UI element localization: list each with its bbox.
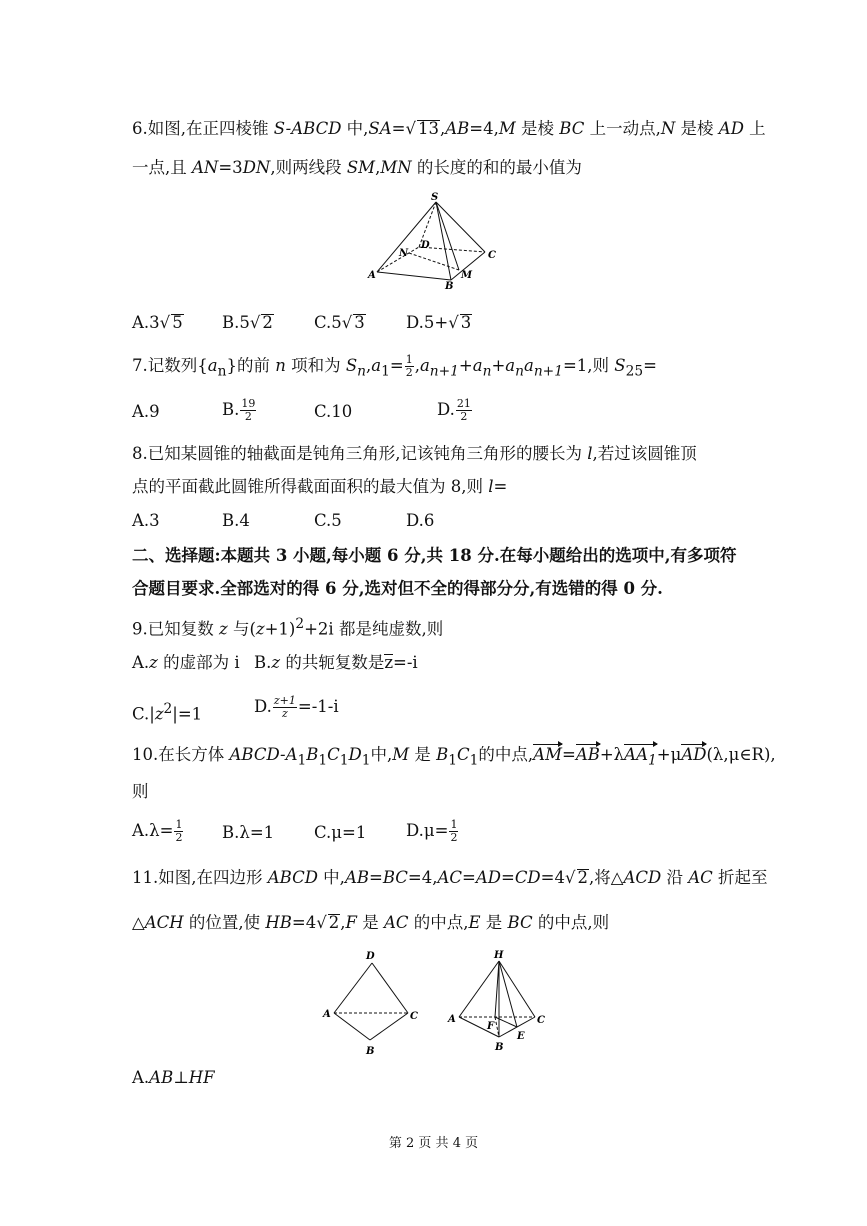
q7-option-d[interactable]: D. $\frac{21}{2}$ <box>437 397 471 423</box>
q9-stem: 9.已知复数 z 与$(z+1)^2+2i$ 都是纯虚数,则 <box>132 616 444 639</box>
q7-stem: 7.记数列$\{a_n\}$的前 n 项和为 $S_n,a_1=$ $\frac{1}{2}$ $,a_{n+1}+a_n+a_na_{n+1}=1$,则 $S_{25}=$ <box>132 353 657 380</box>
page-footer: 第 2 页 共 4 页 <box>388 1136 479 1151</box>
q6-line1: 6.如图,在正四棱锥 S-ABCD 中,SA=√ 13,AB=4,M 是棱 BC 上一动点,N 是棱 AD 上 <box>132 119 766 138</box>
q11-folded-pyramid-figure <box>445 945 555 1060</box>
fig11b-label-f: F <box>487 1021 495 1032</box>
fig6-label-n: N <box>399 248 409 259</box>
q6-option-b[interactable]: B.5√ 2 <box>222 313 273 332</box>
fig11a-label-a: A <box>323 1009 331 1020</box>
q10-option-d[interactable]: D.μ= $\frac{1}{2}$ <box>406 818 458 844</box>
q8-line2: 点的平面截此圆锥所得截面面积的最大值为 8,则 l= <box>132 477 508 496</box>
fig6-label-m: M <box>461 270 473 281</box>
q11-line1: 11.如图,在四边形 ABCD 中,AB=BC=4,AC=AD=CD=4√ 2,将△ACD 沿 AC 折起至 <box>132 868 768 887</box>
q11-line2: △ACH 的位置,使 HB=4√ 2,F 是 AC 的中点,E 是 BC 的中点,则 <box>132 913 610 932</box>
fig11b-label-b: B <box>495 1042 504 1053</box>
fig6-label-c: C <box>488 250 496 261</box>
fig11b-label-h: H <box>494 950 504 961</box>
fig11a-label-d: D <box>366 951 375 962</box>
fig11b-label-a: A <box>448 1014 456 1025</box>
q9-option-c[interactable]: $C.|z^2|=1$ <box>132 701 203 724</box>
q6-option-a[interactable]: A.3√ 5 <box>132 313 183 332</box>
fig6-label-a: A <box>368 270 376 281</box>
q8-option-d[interactable]: D.6 <box>406 511 435 530</box>
q10-option-b[interactable]: B.λ=1 <box>222 823 275 842</box>
fig6-label-b: B <box>445 281 454 290</box>
fig6-label-d: D <box>421 240 430 251</box>
q10-stem-line2: 则 <box>132 782 149 801</box>
q7-option-c[interactable]: C.10 <box>314 402 353 421</box>
q9-option-d[interactable]: D. $\frac{z+1}{z}$ =-1-i <box>254 694 339 720</box>
q6-line2: 一点,且 AN=3DN,则两线段 SM,MN 的长度的和的最小值为 <box>132 158 582 177</box>
q6-option-d[interactable]: D.5+√ 3 <box>406 313 472 332</box>
q7-option-b[interactable]: B. $\frac{19}{2}$ <box>222 397 256 423</box>
q7-option-a[interactable]: A.9 <box>132 402 160 421</box>
q6-option-c[interactable]: C.5√ 3 <box>314 313 365 332</box>
q11-option-a[interactable]: A.AB⊥HF <box>132 1068 215 1087</box>
section2-heading-line2: 合题目要求.全部选对的得 6 分,选对但不全的得部分分,有选错的得 0 分. <box>132 579 663 598</box>
q9-option-a[interactable]: A.z 的虚部为 i <box>132 653 240 672</box>
fig6-label-s: S <box>431 192 439 203</box>
q9-option-b[interactable]: B.z 的共轭复数是z=-i <box>254 653 418 672</box>
q11-quadrilateral-figure <box>320 945 430 1060</box>
q6-pyramid-figure <box>365 190 505 290</box>
fig11a-label-b: B <box>366 1046 375 1057</box>
q8-line1: 8.已知某圆锥的轴截面是钝角三角形,记该钝角三角形的腰长为 l,若过该圆锥顶 <box>132 444 697 463</box>
fig11a-label-c: C <box>410 1011 418 1022</box>
section2-heading-line1: 二、选择题:本题共 3 小题,每小题 6 分,共 18 分.在每小题给出的选项中,有多项符 <box>132 546 737 565</box>
q10-option-c[interactable]: C.μ=1 <box>314 823 367 842</box>
fig11b-label-c: C <box>537 1015 545 1026</box>
q8-option-b[interactable]: B.4 <box>222 511 250 530</box>
q8-option-a[interactable]: A.3 <box>132 511 160 530</box>
q8-option-c[interactable]: C.5 <box>314 511 342 530</box>
fig11b-label-e: E <box>517 1031 525 1042</box>
q10-stem: 10.在长方体 ABCD-$A_1B_1C_1D_1$中,M 是 $B_1C_1$的中点,AM=AB+λAA$_1$+μAD(λ,μ∈R), <box>132 743 776 772</box>
q10-option-a[interactable]: A.λ= $\frac{1}{2}$ <box>132 818 183 844</box>
